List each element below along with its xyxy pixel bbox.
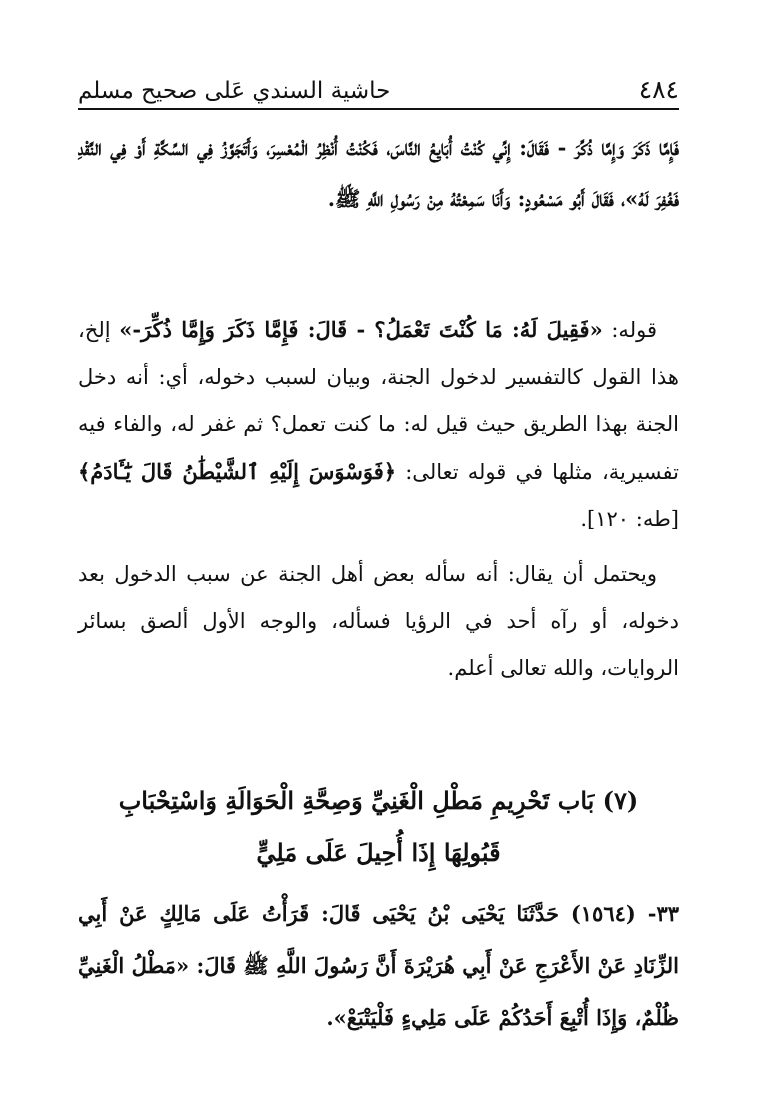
quran-verse: ﴿فَوَسْوَسَ إِلَيْهِ ٱلشَّيْطَٰنُ قَالَ يَٰٓـَٔادَمُ﴾ [78,459,397,484]
page-header [78,64,679,108]
commentary-2-text: ويحتمل أن يقال: أنه سأله بعض أهل الجنة عن سبب الدخول بعد دخوله، أو رآه أحد في الرؤيا فسأله، والوجه الأول ألصق بسائر الروايات، والله تعالى أعلم. [78,562,679,680]
hadith-continuation-text: فَإِمَّا ذَكَرَ وَإِمَّا ذُكِّرَ - فَقَالَ: إِنِّي كُنْتُ أُبَايِعُ النَّاسَ، فَكُنْتُ أُنْظِرُ الْمُعْسِرَ، وَأَتَجَوَّزُ فِي السِّكَّةِ أَوْ فِي النَّقْدِ فَغُفِرَ لَهُ»، فَقَالَ أَبُو مَسْعُودٍ: وَأَنَا سَمِعْتُهُ مِنْ رَسُولِ اللَّهِ ﷺ. [78,135,679,211]
chapter-title-line-2: قَبُولِهَا إِذَا أُحِيلَ عَلَى مَلِيٍّ [256,838,501,867]
header-divider [78,108,679,110]
chapter-title-line-1: (٧) بَاب تَحْرِيمِ مَطْلِ الْغَنِيِّ وَصِحَّةِ الْحَوَالَةِ وَاسْتِحْبَابِ [118,786,639,815]
hadith-continuation [78,122,679,224]
hadith-33-text: ٣٣- (١٥٦٤) حَدَّثَنَا يَحْيَى بْنُ يَحْيَى قَالَ: قَرَأْتُ عَلَى مَالِكٍ عَنْ أَبِي الزِّنَادِ عَنْ الأَعْرَجِ عَنْ أَبِي هُرَيْرَةَ أَنَّ رَسُولَ اللَّهِ ﷺ قَالَ: «مَطْلُ الْغَنِيِّ ظُلْمٌ، وَإِذَا أُتْبِعَ أَحَدُكُمْ عَلَى مَلِيءٍ فَلْيَتْبَعْ». [78,901,679,1030]
hadith-33 [78,888,679,1044]
commentary-explanation: إلخ، هذا القول كالتفسير لدخول الجنة، وبيان لسبب دخوله، أي: أنه دخل الجنة بهذا الطريق حيث قيل له: ما كنت تعمل؟ ثم غفر له، والفاء فيه تفسيرية، مثلها في قوله تعالى: [78,318,679,484]
commentary-paragraph-2 [78,551,679,692]
page-number: ٤٨٤ [638,75,679,104]
chapter-title [78,775,679,879]
commentary-quote: «فَقِيلَ لَهُ: مَا كُنْتَ تَعْمَلُ؟ - قَالَ: فَإِمَّا ذَكَرَ وَإِمَّا ذُكِّرَ-» [119,317,603,342]
commentary-paragraph-1 [78,306,679,543]
commentary-lead: قوله: [611,318,657,342]
book-title: حاشية السندي عَلى صحيح مسلم [78,78,391,104]
quran-reference: [طه: ١٢٠]. [580,507,679,531]
